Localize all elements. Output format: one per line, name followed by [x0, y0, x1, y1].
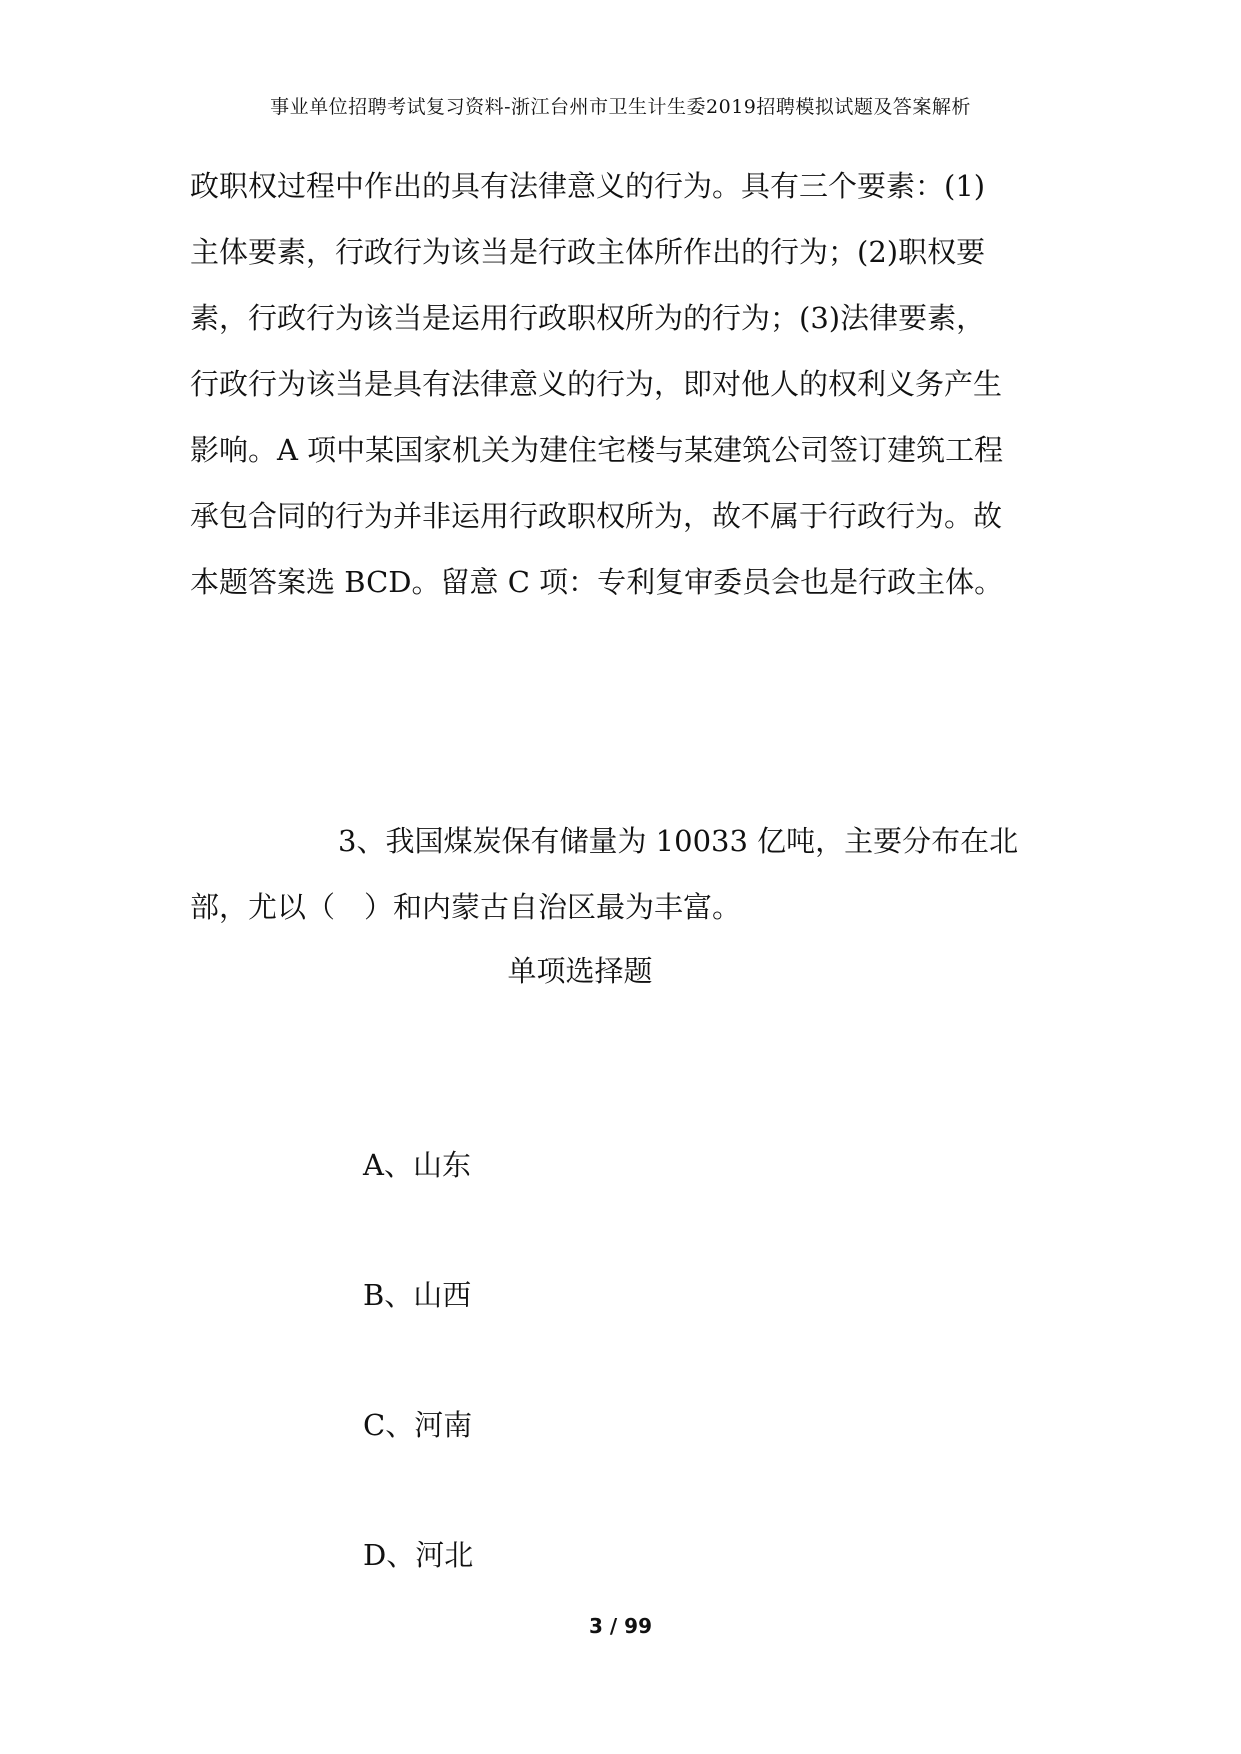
explanation-line-3: 素，行政行为该当是运用行政职权所为的行为；(3)法律要素，	[190, 301, 986, 335]
option-a: A、山东	[363, 1148, 471, 1182]
question-text-line-1: 3、我国煤炭保有储量为 10033 亿吨，主要分布在北	[338, 824, 1019, 858]
explanation-line-4: 行政行为该当是具有法律意义的行为，即对他人的权利义务产生	[190, 367, 1003, 401]
option-c: C、河南	[363, 1408, 473, 1442]
page-number: 3 / 99	[589, 1614, 652, 1638]
question-text-line-2: 部，尤以（ ）和内蒙古自治区最为丰富。	[190, 890, 742, 924]
explanation-line-7: 本题答案选 BCD。留意 C 项：专利复审委员会也是行政主体。	[190, 565, 1004, 599]
explanation-line-6: 承包合同的行为并非运用行政职权所为，故不属于行政行为。故	[190, 499, 1003, 533]
explanation-line-5: 影响。A 项中某国家机关为建住宅楼与某建筑公司签订建筑工程	[190, 433, 1004, 467]
option-d: D、河北	[363, 1538, 474, 1572]
explanation-line-2: 主体要素，行政行为该当是行政主体所作出的行为；(2)职权要	[190, 235, 986, 269]
option-b: B、山西	[363, 1278, 472, 1312]
question-type-label: 单项选择题	[507, 954, 653, 988]
explanation-line-1: 政职权过程中作出的具有法律意义的行为。具有三个要素：(1)	[190, 169, 986, 203]
document-header: 事业单位招聘考试复习资料-浙江台州市卫生计生委2019招聘模拟试题及答案解析	[270, 96, 971, 118]
